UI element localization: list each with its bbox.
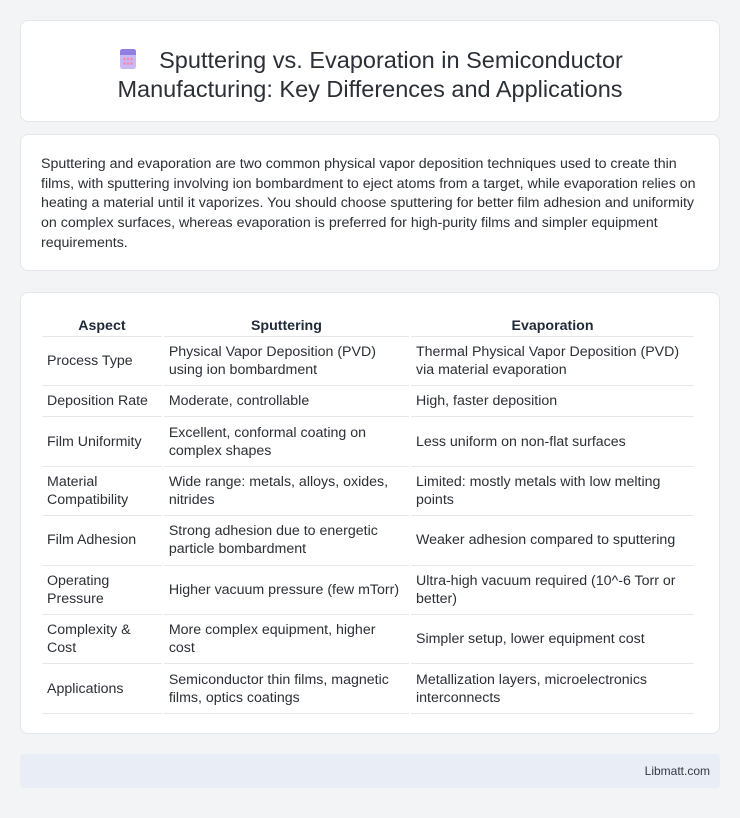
cell-aspect: Operating Pressure	[42, 566, 162, 615]
cell-aspect: Process Type	[42, 337, 162, 386]
page-title	[21, 46, 719, 104]
table-row	[42, 386, 694, 417]
table-row	[42, 467, 694, 516]
cell-sputtering: Strong adhesion due to energetic particle bombardment	[164, 516, 409, 565]
table-header-row	[42, 316, 694, 337]
comparison-table	[40, 316, 696, 714]
title-line-2: Manufacturing: Key Differences and Applications	[117, 76, 623, 102]
header-sputtering: Sputtering	[164, 316, 409, 337]
cell-sputtering: Higher vacuum pressure (few mTorr)	[164, 566, 409, 615]
title-line-1: Sputtering vs. Evaporation in Semiconductor	[159, 47, 623, 73]
footer	[20, 754, 720, 788]
cell-evaporation: Simpler setup, lower equipment cost	[411, 615, 694, 664]
cell-aspect: Deposition Rate	[42, 386, 162, 417]
cell-evaporation: Weaker adhesion compared to sputtering	[411, 516, 694, 565]
cell-aspect: Material Compatibility	[42, 467, 162, 516]
cell-sputtering: More complex equipment, higher cost	[164, 615, 409, 664]
cell-aspect: Applications	[42, 664, 162, 713]
table-row	[42, 417, 694, 466]
cell-sputtering: Wide range: metals, alloys, oxides, nitrides	[164, 467, 409, 516]
cell-aspect: Film Uniformity	[42, 417, 162, 466]
table-row	[42, 337, 694, 386]
cell-evaporation: Metallization layers, microelectronics interconnects	[411, 664, 694, 713]
footer-site-link[interactable]: Libmatt.com	[644, 764, 710, 778]
cell-evaporation: Thermal Physical Vapor Deposition (PVD) via material evaporation	[411, 337, 694, 386]
comparison-card	[20, 292, 720, 734]
header-evaporation: Evaporation	[411, 316, 694, 337]
cell-sputtering: Excellent, conformal coating on complex shapes	[164, 417, 409, 466]
document-icon	[117, 48, 139, 70]
intro-paragraph: Sputtering and evaporation are two common physical vapor deposition techniques used to create thin films, with sputtering involving ion bombardment to eject atoms from a target, while evaporation relies on heating a material until it vaporizes. You should choose sputtering for better film adhesion and uniformity on complex surfaces, whereas evaporation is preferred for high-purity films and simpler equipment requirements.	[41, 156, 696, 251]
cell-evaporation: Less uniform on non-flat surfaces	[411, 417, 694, 466]
cell-aspect: Film Adhesion	[42, 516, 162, 565]
cell-sputtering: Semiconductor thin films, magnetic films, optics coatings	[164, 664, 409, 713]
cell-sputtering: Physical Vapor Deposition (PVD) using ion bombardment	[164, 337, 409, 386]
cell-evaporation: High, faster deposition	[411, 386, 694, 417]
cell-sputtering: Moderate, controllable	[164, 386, 409, 417]
table-row	[42, 566, 694, 615]
cell-evaporation: Limited: mostly metals with low melting points	[411, 467, 694, 516]
intro-card	[20, 134, 720, 271]
cell-evaporation: Ultra-high vacuum required (10^-6 Torr or better)	[411, 566, 694, 615]
title-card	[20, 20, 720, 122]
table-row	[42, 664, 694, 713]
header-aspect: Aspect	[42, 316, 162, 337]
table-row	[42, 516, 694, 565]
cell-aspect: Complexity & Cost	[42, 615, 162, 664]
table-row	[42, 615, 694, 664]
